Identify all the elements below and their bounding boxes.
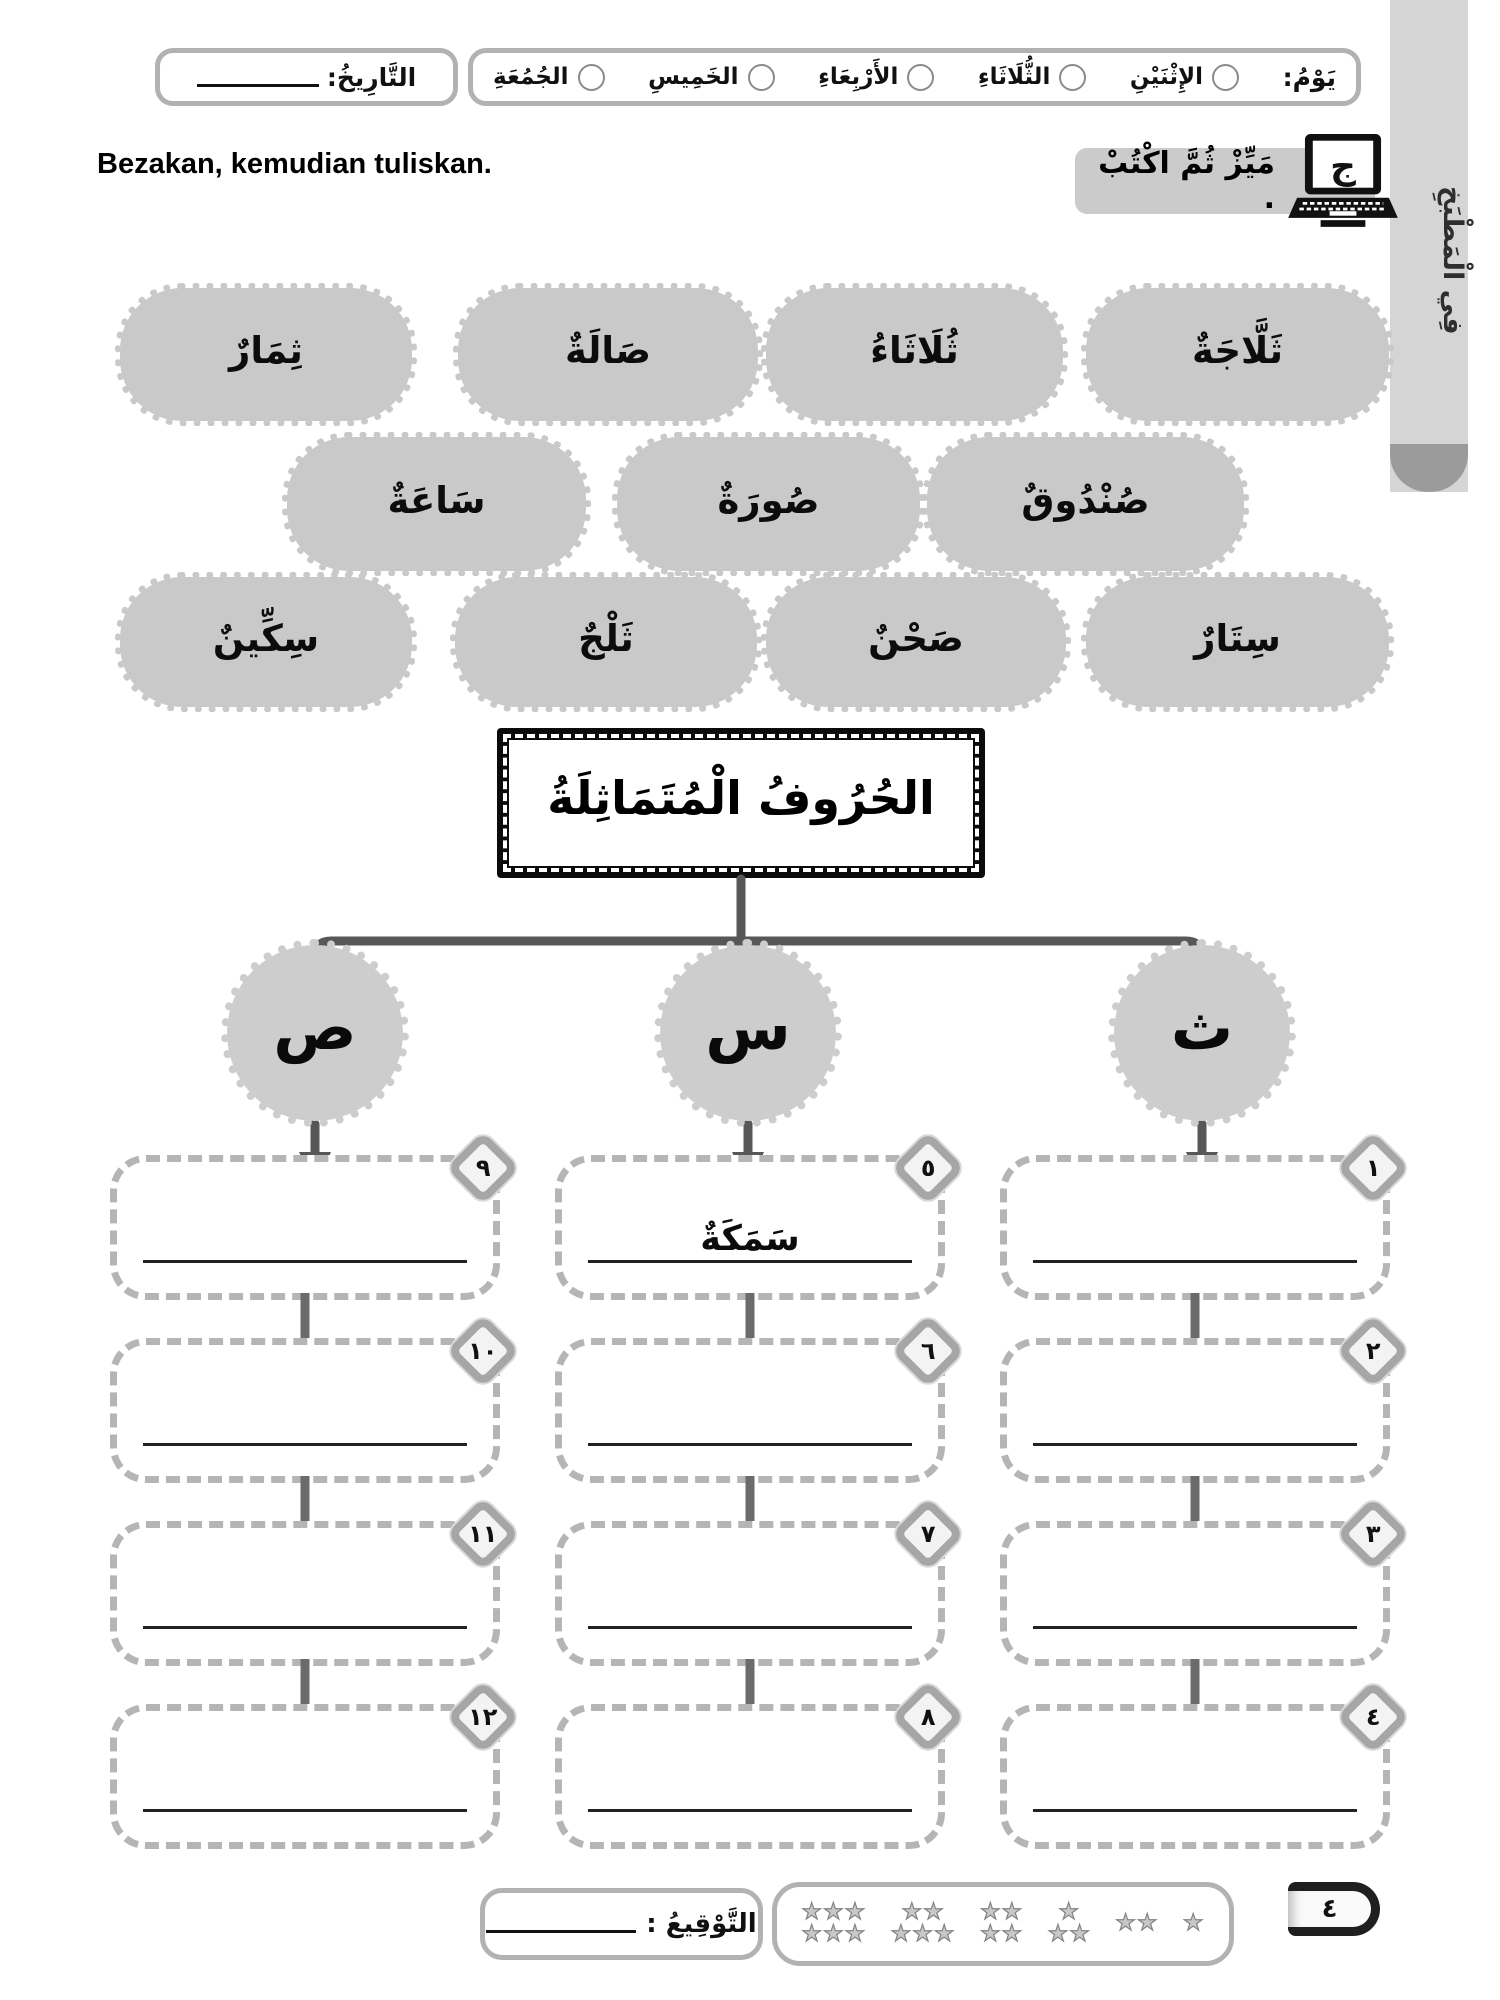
word-bubble[interactable]: صُنْدُوقٌ bbox=[927, 437, 1244, 571]
section-letter: ج bbox=[1330, 146, 1356, 188]
day-checkbox[interactable] bbox=[1059, 64, 1086, 91]
answer-line[interactable] bbox=[588, 1443, 912, 1446]
diagram-title: الحُرُوفُ الْمُتَمَاثِلَةُ bbox=[547, 771, 935, 825]
star-group-5: ★★ ★★★ bbox=[890, 1899, 956, 1947]
answer-line[interactable] bbox=[588, 1626, 912, 1629]
answer-line[interactable] bbox=[143, 1626, 467, 1629]
letter-circle-tha: ث bbox=[1114, 945, 1290, 1121]
instruction-malay: Bezakan, kemudian tuliskan. bbox=[97, 148, 492, 180]
answer-box[interactable] bbox=[1000, 1338, 1390, 1483]
word-bubble[interactable]: صَحْنٌ bbox=[766, 577, 1066, 707]
answer-line[interactable] bbox=[1033, 1809, 1357, 1812]
answer-line[interactable] bbox=[143, 1260, 467, 1263]
answer-box[interactable] bbox=[555, 1338, 945, 1483]
answer-column-seen bbox=[555, 1155, 945, 1887]
day-item-friday: الجُمُعَةِ bbox=[493, 64, 604, 91]
answer-line[interactable] bbox=[588, 1260, 912, 1263]
number-badge: ١١ bbox=[446, 1497, 520, 1571]
day-item-wednesday: الأَرْبِعَاءِ bbox=[818, 64, 934, 91]
answer-box[interactable] bbox=[555, 1155, 945, 1300]
date-box bbox=[155, 48, 458, 106]
star-group-1: ★ bbox=[1182, 1910, 1205, 1937]
number-badge: ٨ bbox=[891, 1680, 965, 1754]
days-box bbox=[468, 48, 1361, 106]
side-tab-cap bbox=[1390, 444, 1468, 492]
answer-box[interactable] bbox=[1000, 1521, 1390, 1666]
chapter-title: فِي الْمَطْبَخِ bbox=[1437, 185, 1468, 335]
number-badge: ٤ bbox=[1336, 1680, 1410, 1754]
number-badge: ٧ bbox=[891, 1497, 965, 1571]
instruction-arabic: مَيِّزْ ثُمَّ اكْتُبْ . bbox=[1098, 146, 1275, 216]
star-group-4: ★★ ★★ bbox=[979, 1899, 1024, 1947]
word-bubble[interactable]: ثَلَّاجَةٌ bbox=[1086, 288, 1389, 421]
answer-column-sad bbox=[110, 1155, 500, 1887]
answer-box[interactable] bbox=[555, 1521, 945, 1666]
word-bubble[interactable]: ثِمَارٌ bbox=[120, 288, 412, 421]
answer-line[interactable] bbox=[143, 1443, 467, 1446]
answer-value: سَمَكَةٌ bbox=[700, 1219, 800, 1259]
signature-input-line[interactable] bbox=[486, 1915, 636, 1933]
answer-line[interactable] bbox=[1033, 1260, 1357, 1263]
word-bubble[interactable]: سِتَارٌ bbox=[1086, 577, 1389, 707]
star-group-6: ★★★ ★★★ bbox=[801, 1899, 867, 1947]
number-badge: ١ bbox=[1336, 1131, 1410, 1205]
date-label: التَّارِيخُ: bbox=[326, 62, 417, 92]
answer-box[interactable] bbox=[555, 1704, 945, 1849]
day-checkbox[interactable] bbox=[578, 64, 605, 91]
word-bubble[interactable]: ثَلْجٌ bbox=[455, 577, 757, 707]
day-item-thursday: الخَمِيسِ bbox=[648, 64, 774, 91]
letter-circle-sad: ص bbox=[227, 945, 403, 1121]
diagram-title-box bbox=[497, 728, 985, 878]
word-bubble[interactable]: صَالَةٌ bbox=[458, 288, 758, 421]
answer-line[interactable] bbox=[143, 1809, 467, 1812]
answer-line[interactable] bbox=[588, 1809, 912, 1812]
answer-box[interactable] bbox=[1000, 1155, 1390, 1300]
day-item-monday: الإِثْنَيْنِ bbox=[1130, 64, 1239, 91]
star-group-2: ★★ bbox=[1115, 1910, 1159, 1937]
date-input-line[interactable] bbox=[197, 67, 319, 87]
number-badge: ٥ bbox=[891, 1131, 965, 1205]
answer-line[interactable] bbox=[1033, 1626, 1357, 1629]
answer-box[interactable] bbox=[110, 1155, 500, 1300]
day-checkbox[interactable] bbox=[907, 64, 934, 91]
number-badge: ١٠ bbox=[446, 1314, 520, 1388]
star-rating-box bbox=[772, 1882, 1234, 1966]
letter-circle-seen: س bbox=[660, 945, 836, 1121]
laptop-icon bbox=[1287, 134, 1399, 228]
day-checkbox[interactable] bbox=[748, 64, 775, 91]
page-number-badge bbox=[1288, 1882, 1380, 1936]
answer-box[interactable] bbox=[110, 1338, 500, 1483]
day-item-tuesday: الثُّلَاثَاءِ bbox=[978, 64, 1086, 91]
answer-box[interactable] bbox=[1000, 1704, 1390, 1849]
word-bubble[interactable]: ثُلَاثَاءُ bbox=[766, 288, 1063, 421]
instruction-arabic-box bbox=[1075, 148, 1375, 214]
number-badge: ٢ bbox=[1336, 1314, 1410, 1388]
answer-line[interactable] bbox=[1033, 1443, 1357, 1446]
day-checkbox[interactable] bbox=[1212, 64, 1239, 91]
word-bubble[interactable]: سِكِّينٌ bbox=[120, 577, 412, 707]
number-badge: ٦ bbox=[891, 1314, 965, 1388]
signature-label: التَّوْقِيعُ : bbox=[646, 1909, 757, 1939]
signature-box bbox=[480, 1888, 763, 1960]
word-bubble[interactable]: صُورَةٌ bbox=[617, 437, 920, 571]
page-number: ٤ bbox=[1321, 1894, 1338, 1924]
answer-box[interactable] bbox=[110, 1704, 500, 1849]
number-badge: ١٢ bbox=[446, 1680, 520, 1754]
day-label: يَوْمُ: bbox=[1282, 62, 1336, 92]
word-bubble[interactable]: سَاعَةٌ bbox=[287, 437, 586, 571]
star-group-3: ★ ★★ bbox=[1047, 1899, 1091, 1947]
chapter-side-tab bbox=[1390, 0, 1468, 492]
answer-column-tha bbox=[1000, 1155, 1390, 1887]
number-badge: ٣ bbox=[1336, 1497, 1410, 1571]
answer-box[interactable] bbox=[110, 1521, 500, 1666]
number-badge: ٩ bbox=[446, 1131, 520, 1205]
